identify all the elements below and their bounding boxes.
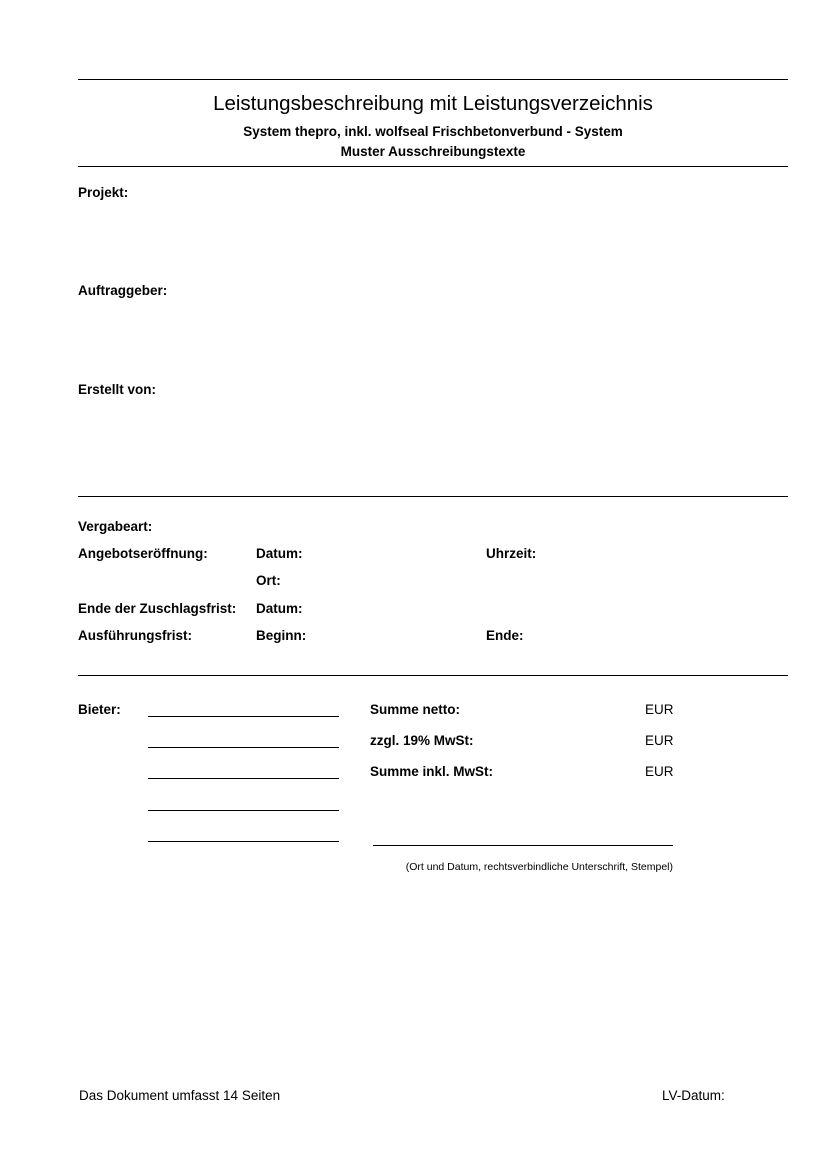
- section-divider-2: [78, 675, 788, 676]
- bieter-line-5: [148, 841, 339, 842]
- page-count: Das Dokument umfasst 14 Seiten: [79, 1088, 281, 1103]
- mwst-label: zzgl. 19% MwSt:: [370, 733, 474, 748]
- projekt-label: Projekt:: [78, 185, 129, 200]
- ausfuehrung-ende-label: Ende:: [486, 628, 524, 643]
- summe-netto-label: Summe netto:: [370, 702, 461, 717]
- lv-datum-label: LV-Datum:: [662, 1088, 725, 1103]
- ausfuehrungsfrist-label: Ausführungsfrist:: [78, 628, 192, 643]
- header-top-rule: [78, 79, 788, 80]
- header-bottom-rule: [78, 166, 788, 167]
- bieter-label: Bieter:: [78, 702, 121, 717]
- bieter-line-1: [148, 716, 339, 717]
- auftraggeber-label: Auftraggeber:: [78, 283, 168, 298]
- bieter-line-2: [148, 747, 339, 748]
- document-title: Leistungsbeschreibung mit Leistungsverzeichnis: [213, 92, 653, 115]
- bieter-line-4: [148, 810, 339, 811]
- angebotseroeffnung-label: Angebotseröffnung:: [78, 546, 208, 561]
- signature-note: (Ort und Datum, rechtsverbindliche Unterschrift, Stempel): [405, 861, 673, 873]
- angebot-uhrzeit-label: Uhrzeit:: [486, 546, 537, 561]
- signature-line: [373, 845, 673, 846]
- zuschlagsfrist-datum-label: Datum:: [256, 601, 303, 616]
- mwst-currency: EUR: [645, 733, 674, 748]
- section-divider-1: [78, 496, 788, 497]
- vergabeart-label: Vergabeart:: [78, 519, 153, 534]
- erstellt-von-label: Erstellt von:: [78, 382, 157, 397]
- angebot-ort-label: Ort:: [256, 573, 281, 588]
- zuschlagsfrist-label: Ende der Zuschlagsfrist:: [78, 601, 237, 616]
- summe-inkl-label: Summe inkl. MwSt:: [370, 764, 494, 779]
- angebot-datum-label: Datum:: [256, 546, 303, 561]
- document-subtitle-secondary: Muster Ausschreibungstexte: [340, 144, 526, 159]
- summe-netto-currency: EUR: [645, 702, 674, 717]
- summe-inkl-currency: EUR: [645, 764, 674, 779]
- ausfuehrung-beginn-label: Beginn:: [256, 628, 307, 643]
- bieter-line-3: [148, 778, 339, 779]
- document-subtitle: System thepro, inkl. wolfseal Frischbetonverbund - System: [243, 124, 623, 139]
